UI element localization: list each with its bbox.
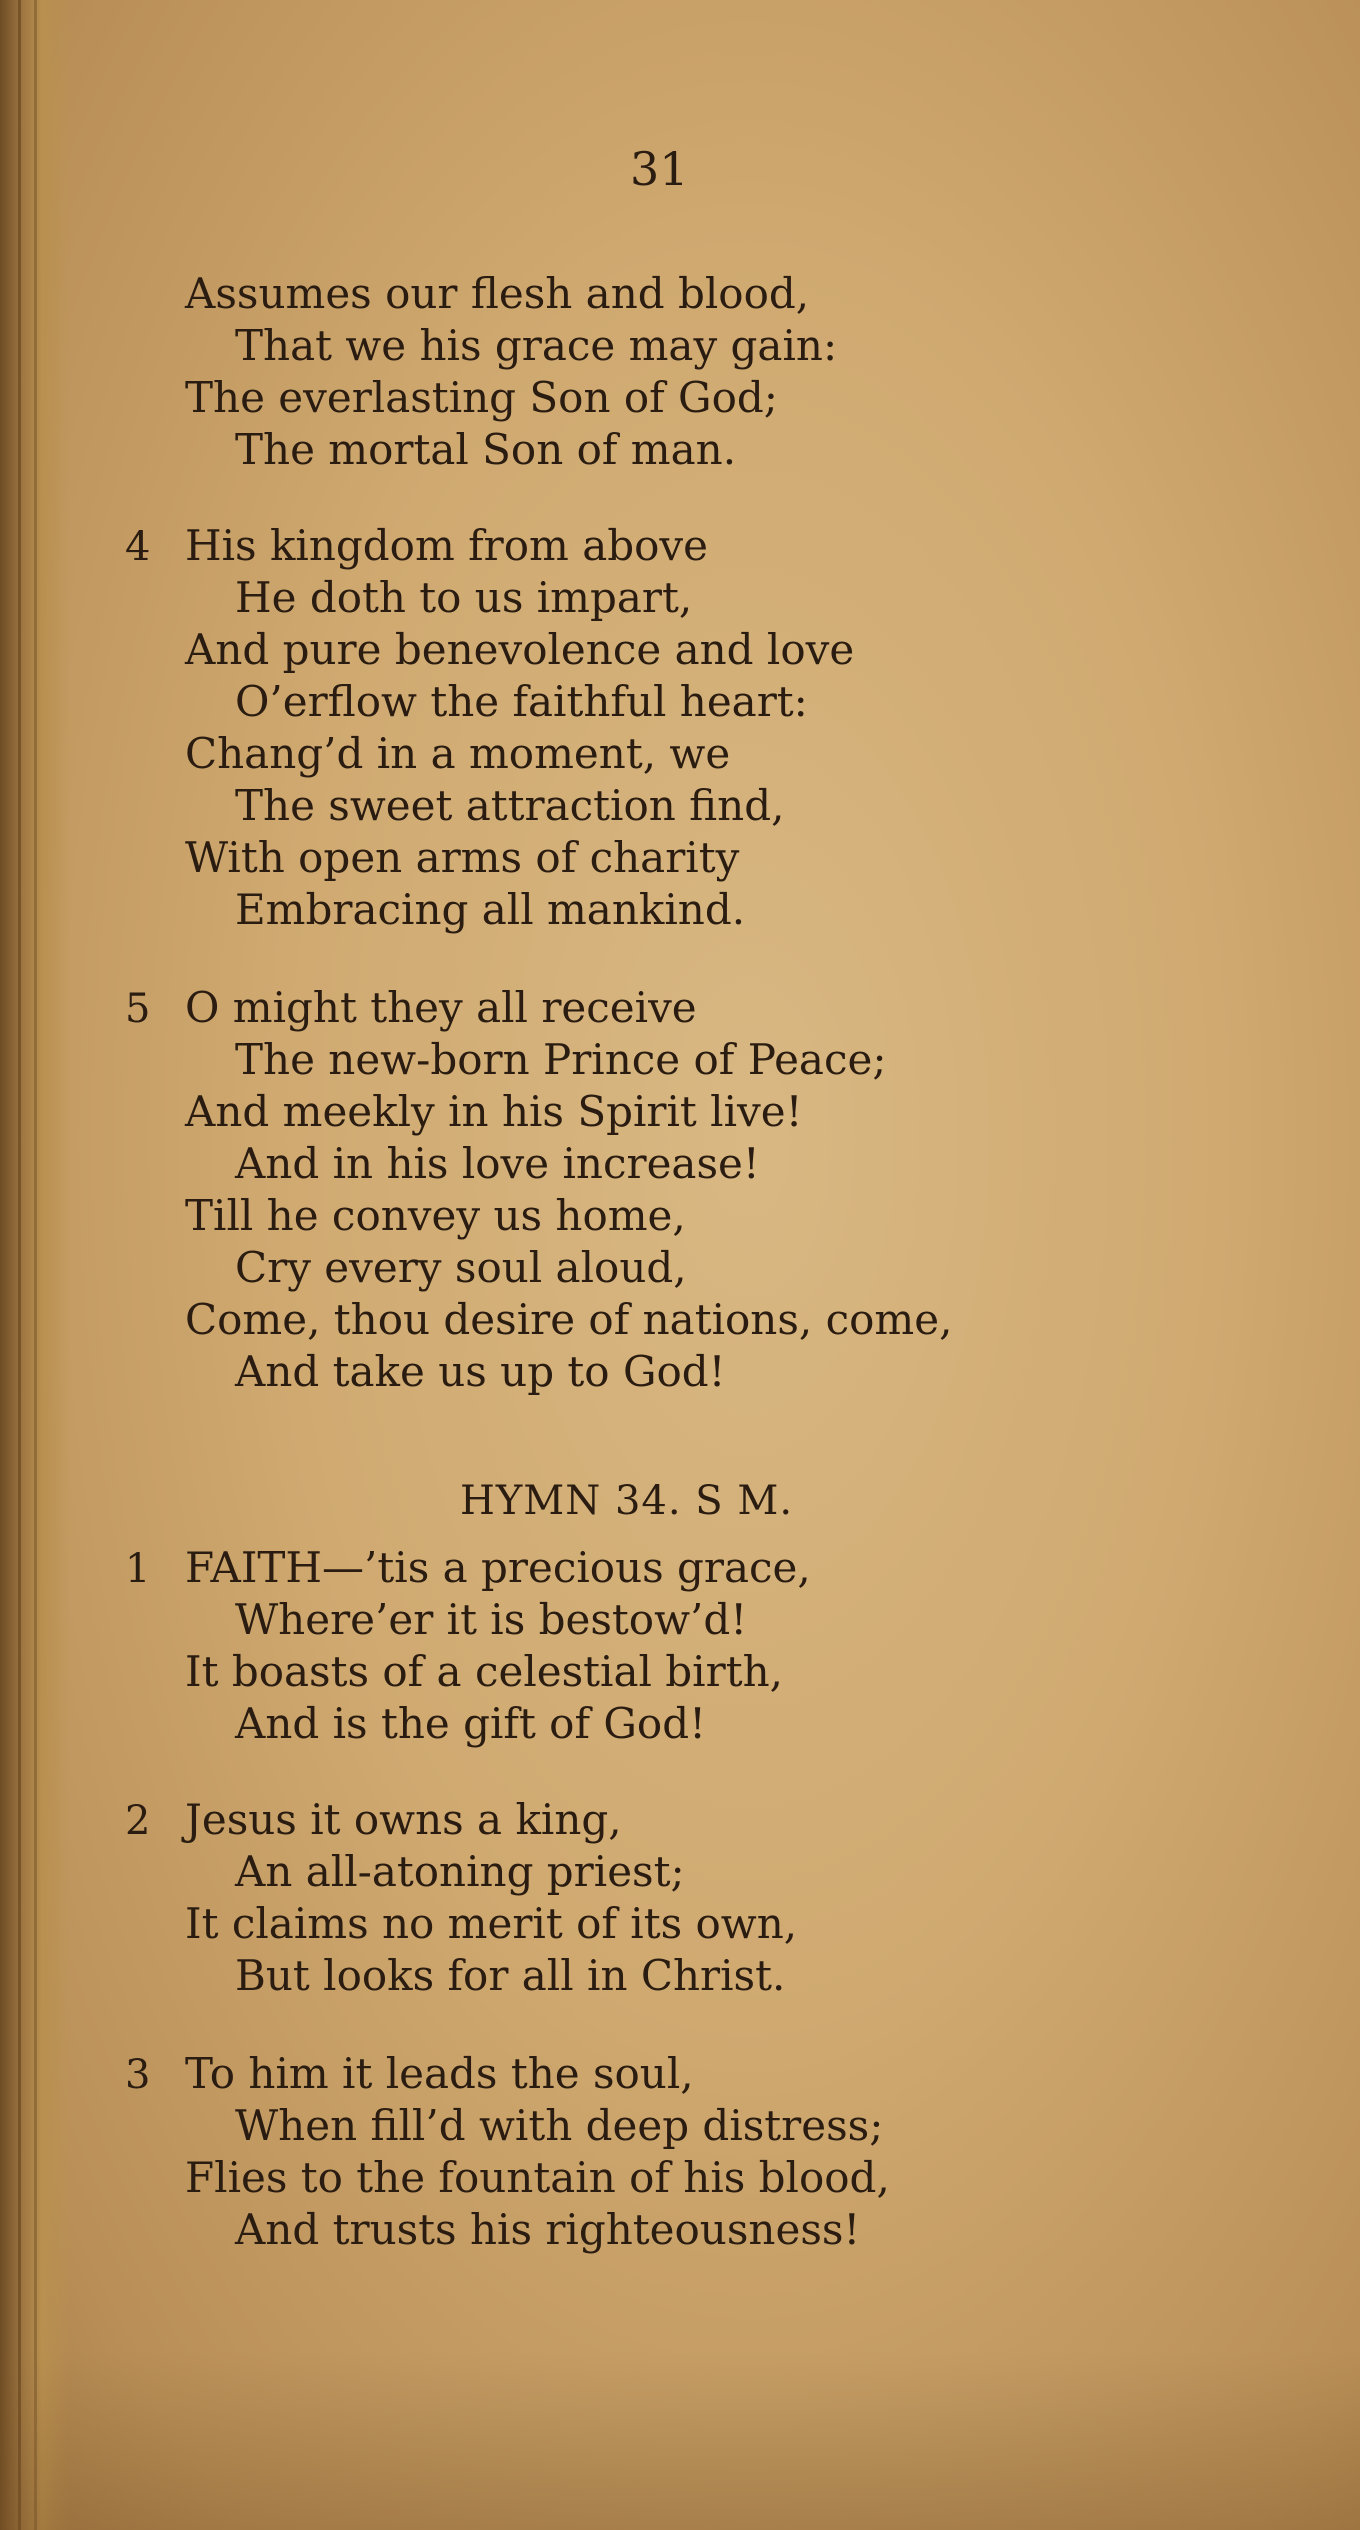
stanza-number: 2 xyxy=(125,1798,151,1844)
verse-line: The everlasting Son of God; xyxy=(185,373,778,422)
stanza-number: 5 xyxy=(125,986,151,1032)
verse-line: And is the gift of God! xyxy=(235,1699,706,1748)
verse-line: And meekly in his Spirit live! xyxy=(185,1087,803,1136)
hymn-heading: HYMN 34. S M. xyxy=(460,1478,794,1524)
verse-line: The new-born Prince of Peace; xyxy=(235,1035,887,1084)
verse-line: And trusts his righteousness! xyxy=(235,2205,861,2254)
verse-line: And in his love increase! xyxy=(235,1139,760,1188)
verse-line: But looks for all in Christ. xyxy=(235,1951,786,2000)
verse-line: He doth to us impart, xyxy=(235,573,693,622)
verse-line: An all-atoning priest; xyxy=(235,1847,685,1896)
stanza-number: 3 xyxy=(125,2052,151,2098)
stanza-number: 1 xyxy=(125,1546,151,1592)
verse-line: Flies to the fountain of his blood, xyxy=(185,2153,890,2202)
verse-line: Till he convey us home, xyxy=(185,1191,686,1240)
verse-line: O might they all receive xyxy=(185,983,697,1032)
verse-line: FAITH—’tis a precious grace, xyxy=(185,1543,811,1592)
verse-line: And pure benevolence and love xyxy=(185,625,855,674)
verse-line: Embracing all mankind. xyxy=(235,885,746,934)
verse-line: And take us up to God! xyxy=(235,1347,726,1396)
verse-line: Chang’d in a moment, we xyxy=(185,729,731,778)
binding-line xyxy=(18,0,21,2530)
verse-line: O’erflow the faithful heart: xyxy=(235,677,808,726)
verse-line: His kingdom from above xyxy=(185,521,709,570)
page-number: 31 xyxy=(630,142,689,196)
stanza-number: 4 xyxy=(125,524,151,570)
verse-line: Cry every soul aloud, xyxy=(235,1243,687,1292)
binding-line xyxy=(34,0,37,2530)
verse-line: To him it leads the soul, xyxy=(185,2049,694,2098)
verse-line: The sweet attraction find, xyxy=(235,781,785,830)
verse-line: With open arms of charity xyxy=(185,833,740,882)
verse-line: Where’er it is bestow’d! xyxy=(235,1595,748,1644)
verse-line: It claims no merit of its own, xyxy=(185,1899,798,1948)
verse-line: Assumes our flesh and blood, xyxy=(185,269,810,318)
verse-line: Jesus it owns a king, xyxy=(185,1795,622,1844)
verse-line: That we his grace may gain: xyxy=(235,321,838,370)
verse-line: It boasts of a celestial birth, xyxy=(185,1647,783,1696)
verse-line: The mortal Son of man. xyxy=(235,425,737,474)
verse-line: When fill’d with deep distress; xyxy=(235,2101,884,2150)
page-shadow xyxy=(0,2350,1360,2530)
verse-line: Come, thou desire of nations, come, xyxy=(185,1295,953,1344)
